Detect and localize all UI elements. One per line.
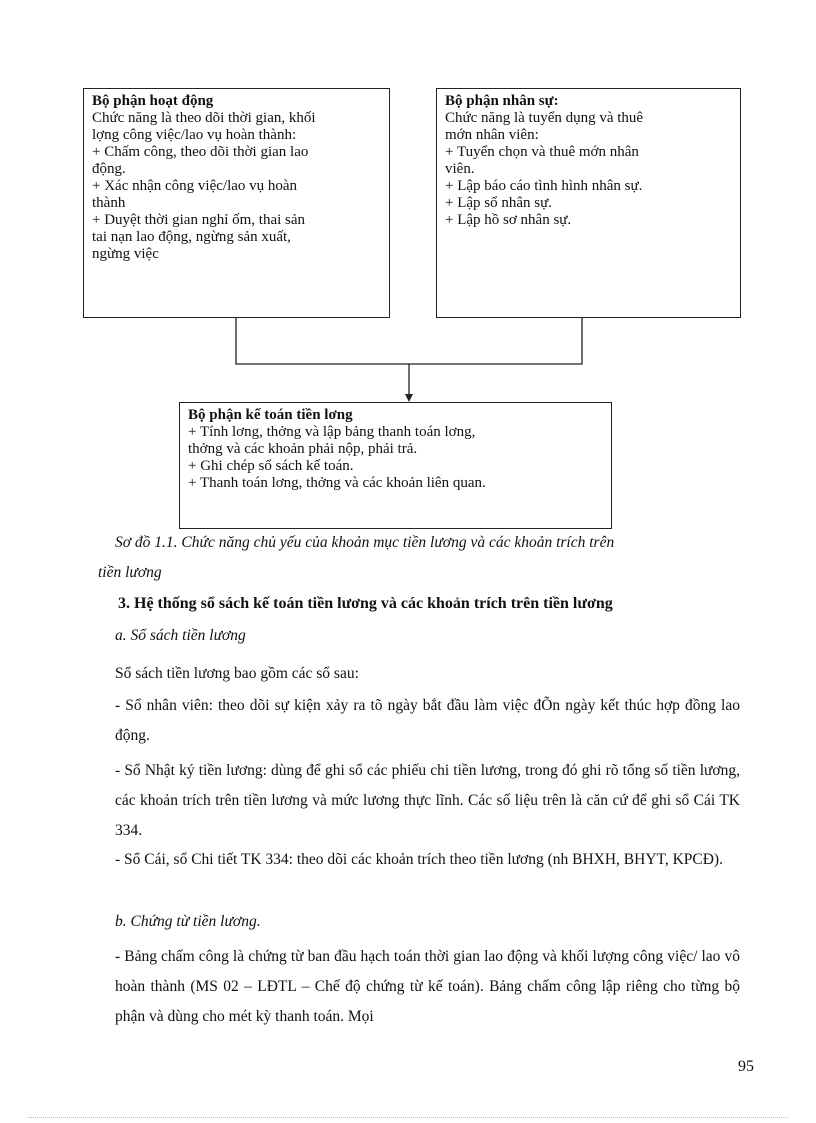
- acc-box-line: thởng và các khoản phải nộp, phải trả.: [188, 441, 418, 457]
- figure-caption: [98, 528, 738, 588]
- acc-box-line: + Ghi chép sổ sách kế toán.: [188, 458, 354, 474]
- caption-line-2: tiền lương: [98, 564, 162, 581]
- accounting-department-box: [179, 402, 612, 529]
- acc-box-title: Bộ phận kế toán tiền lơng: [188, 407, 353, 423]
- ops-box-title: Bộ phận hoạt động: [92, 93, 214, 109]
- caption-line-1: Sơ đồ 1.1. Chức năng chủ yếu của khoản mục tiền lương và các khoản trích trên: [115, 534, 615, 551]
- hr-box-line: Chức năng là tuyển dụng và thuê: [445, 110, 644, 126]
- ops-box-line: tai nạn lao động, ngừng sản xuất,: [92, 229, 291, 245]
- hr-box-line: mớn nhân viên:: [445, 127, 539, 143]
- footer-divider: [28, 1117, 788, 1118]
- section-heading: 3. Hệ thống sổ sách kế toán tiền lương và các khoản trích trên tiền lương: [118, 595, 613, 612]
- ops-box-line: + Chấm công, theo dõi thời gian lao: [92, 144, 309, 160]
- paragraph-1: Sổ sách tiền lương bao gồm các sổ sau:: [115, 665, 359, 682]
- hr-box-line: viên.: [445, 161, 475, 177]
- connector-line: [236, 318, 582, 364]
- paragraph-2: - Sổ nhân viên: theo dõi sự kiện xảy ra tõ ngày bắt đầu làm việc đÕn ngày kết thúc hợp đồng lao động.: [115, 697, 740, 744]
- page-number: 95: [738, 1058, 754, 1075]
- acc-box-line: + Tính lơng, thởng và lập bảng thanh toán lơng,: [188, 424, 476, 440]
- subheading-a: a. Sổ sách tiền lương: [115, 627, 246, 644]
- ops-box-line: thành: [92, 195, 126, 211]
- ops-box-line: Chức năng là theo dõi thời gian, khối: [92, 110, 316, 126]
- hr-box-line: + Lập sổ nhân sự.: [445, 195, 552, 211]
- hr-box-line: + Lập hồ sơ nhân sự.: [445, 212, 572, 228]
- ops-box-line: ngừng việc: [92, 246, 159, 262]
- ops-box-line: động.: [92, 161, 126, 177]
- paragraph-5: - Bảng chấm công là chứng từ ban đầu hạch toán thời gian lao động và khối lượng công việc/ lao vô hoàn thành (MS 02 – LĐTL – Chế độ chứng từ kế toán). Bảng chấm công lập riêng cho từng bộ phận và dùng cho mét kỳ thanh toán. Mọi: [115, 948, 740, 1025]
- ops-box-line: + Duyệt thời gian nghỉ ốm, thai sản: [92, 212, 306, 228]
- ops-box-line: + Xác nhận công việc/lao vụ hoàn: [92, 178, 298, 194]
- ops-box-line: lợng công việc/lao vụ hoàn thành:: [92, 127, 297, 143]
- hr-box-line: + Tuyển chọn và thuê mớn nhân: [445, 144, 639, 160]
- hr-box-line: + Lập báo cáo tình hình nhân sự.: [445, 178, 643, 194]
- paragraph-4: - Sổ Cái, sổ Chi tiết TK 334: theo dõi các khoản trích theo tiền lương (nh BHXH, BHYT, KPCĐ).: [115, 851, 723, 868]
- hr-box-title: Bộ phận nhân sự:: [445, 93, 559, 109]
- subheading-b: b. Chứng từ tiền lương.: [115, 913, 261, 930]
- acc-box-line: + Thanh toán lơng, thởng và các khoản liên quan.: [188, 475, 486, 491]
- arrow-head-icon: [405, 394, 413, 402]
- paragraph-3: - Sổ Nhật ký tiền lương: dùng để ghi sổ các phiếu chi tiền lương, trong đó ghi rõ tổng số tiền lương, các khoản trích trên tiền lương và mức lương thực lĩnh. Các số liệu trên là căn cứ để ghi sổ Cái TK 334.: [115, 762, 740, 839]
